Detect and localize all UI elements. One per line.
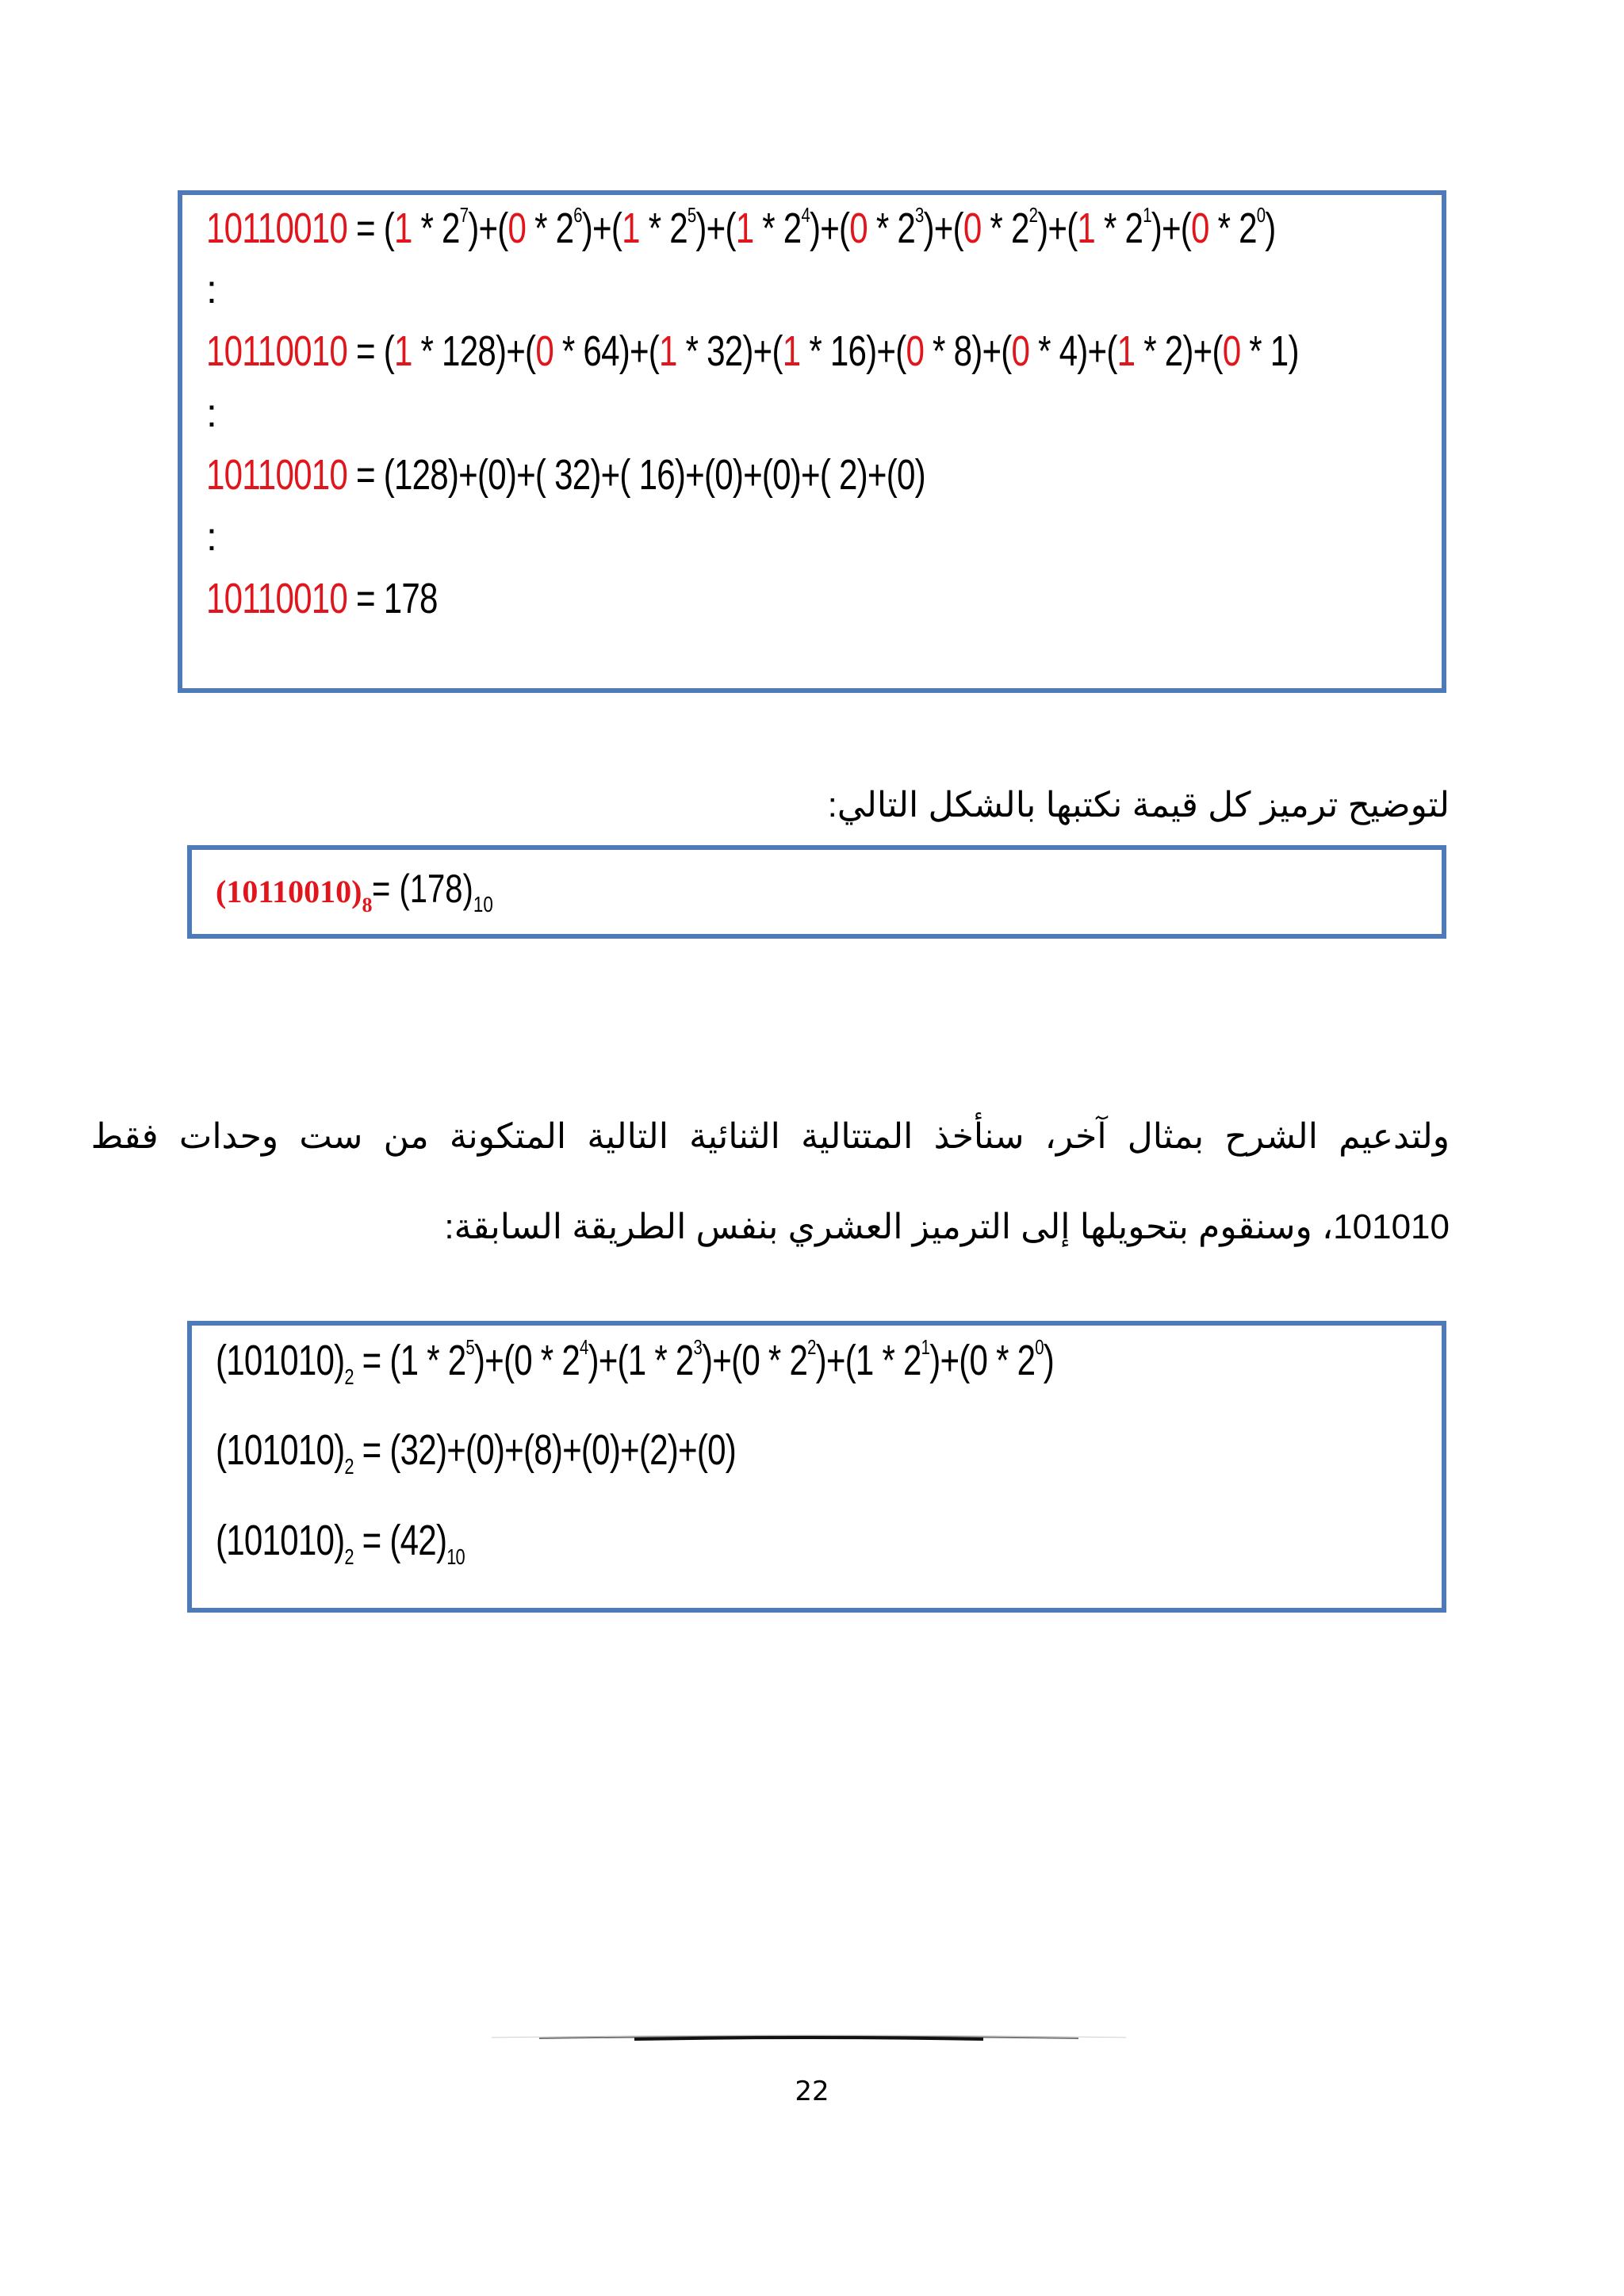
equals-sign: =	[353, 1337, 390, 1384]
decimal-base: 10	[473, 892, 494, 916]
colon-separator: :	[206, 515, 217, 559]
binary-value: (101010)	[216, 1517, 345, 1564]
products-sum: (32)+(0)+(8)+(0)+(2)+(0)	[389, 1426, 736, 1474]
example-line-powers: $(101010)_2 = (1 * 2^5)+(0 * 2^4)+(1 * 2^3)+(0 * 2^2)+(1 * 2^1)+(0 * 2^0)$	[216, 1335, 1055, 1389]
binary-base: 2	[344, 1454, 354, 1479]
equals-sign: =	[347, 451, 384, 499]
example-line-products	[216, 1425, 736, 1479]
binary-value: (101010)	[216, 1337, 345, 1384]
expansion-line-result	[206, 574, 438, 623]
binary-value: 10110010	[206, 327, 348, 375]
binary-value: 10110010	[206, 205, 348, 252]
colon-separator: :	[206, 267, 217, 312]
calculation-box-1	[178, 190, 1446, 693]
equals-sign: =	[347, 205, 384, 252]
decimal-notation: (178)	[399, 867, 474, 911]
decimal-base: 10	[446, 1544, 465, 1569]
equals-sign: =	[372, 867, 400, 911]
expansion-line-products	[206, 450, 925, 499]
paragraph-line-1: ولتدعيم الشرح بمثال آخر، سنأخذ المتتالية الثنائية التالية المتكونة من ست وحدات فقط	[90, 1117, 1450, 1156]
binary-base: 2	[344, 1544, 354, 1569]
products-sum: (128)+(0)+( 32)+( 16)+(0)+(0)+( 2)+(0)	[383, 451, 925, 499]
example-line-result	[216, 1516, 465, 1570]
equals-sign: =	[347, 575, 384, 622]
binary-base: 8	[362, 894, 373, 916]
intro-text: لتوضيح ترميز كل قيمة نكتبها بالشكل التالي:	[827, 786, 1450, 825]
binary-value: 10110010	[206, 575, 348, 622]
expansion-line-powers: $10110010 = (1 * 2^7)+(0 * 2^6)+(1 * 2^5)+(1 * 2^4)+(0 * 2^3)+(0 * 2^2)+(1 * 2^1)+(0 * 2^0)$	[206, 203, 1276, 252]
footer-divider	[492, 2030, 1126, 2045]
notation-box	[187, 845, 1446, 939]
equals-sign: =	[353, 1426, 390, 1474]
paragraph-line-2: 101010، وسنقوم بتحويلها إلى الترميز العشري بنفس الطريقة السابقة:	[444, 1207, 1450, 1246]
binary-base: 2	[344, 1364, 354, 1389]
colon-separator: :	[206, 391, 217, 435]
equals-sign: =	[353, 1517, 390, 1564]
binary-value: (101010)	[216, 1426, 345, 1474]
calculation-box-2	[187, 1321, 1446, 1613]
page-number: 22	[795, 2076, 829, 2107]
binary-value: 10110010	[206, 451, 348, 499]
expansion-line-weights: 10110010 = (1 * 128)+(0 * 64)+(1 * 32)+(1 * 16)+(0 * 8)+(0 * 4)+(1 * 2)+(0 * 1)	[206, 327, 1299, 375]
decimal-result: 178	[383, 575, 438, 622]
binary-notation: (10110010)	[216, 874, 362, 909]
decimal-result: (42)	[389, 1517, 447, 1564]
notation-line	[216, 866, 523, 917]
equals-sign: =	[347, 327, 384, 375]
